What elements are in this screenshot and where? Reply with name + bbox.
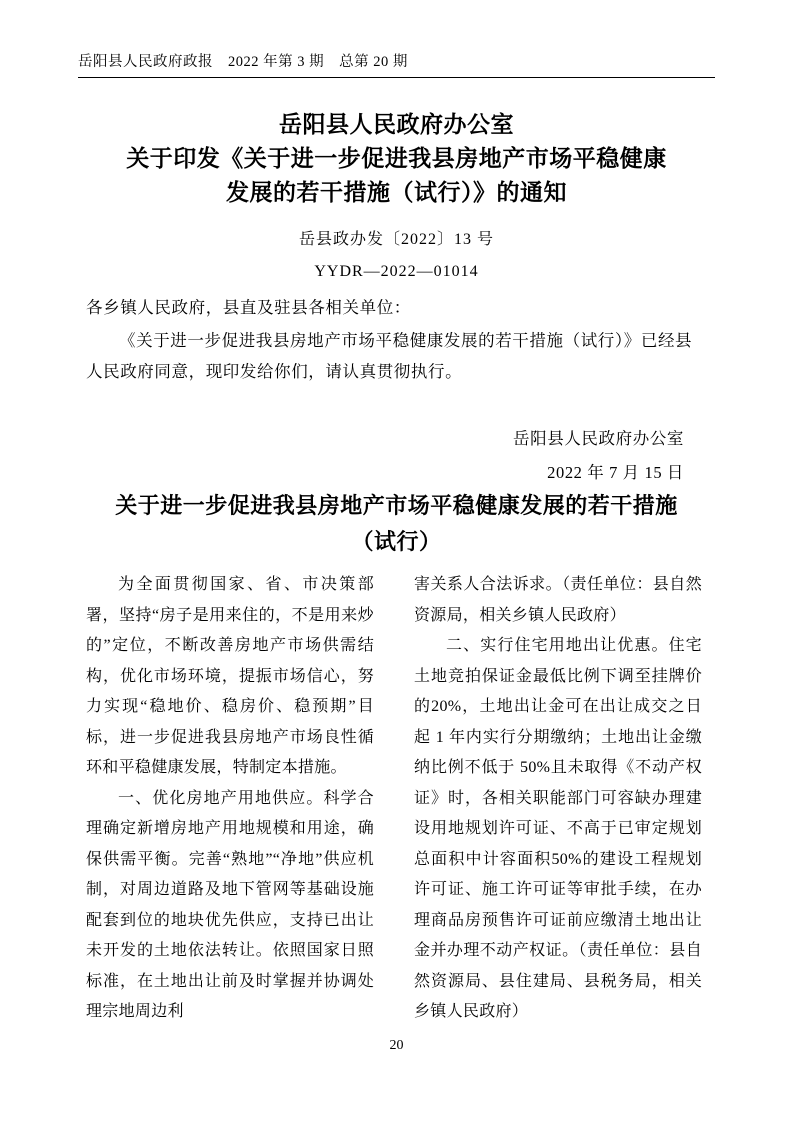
section-title-line-2: （试行） [351, 529, 442, 554]
paragraph: 害关系人合法诉求。（责任单位：县自然资源局，相关乡镇人民政府） [414, 576, 702, 624]
two-column-body [86, 570, 708, 1020]
intro-addressee: 各乡镇人民政府，县直及驻县各相关单位： [86, 298, 411, 317]
document-number: 岳县政办发〔2022〕13 号 [298, 231, 494, 248]
document-title-line-3: 发展的若干措施（试行）》的通知 [226, 180, 567, 205]
document-title-line-1: 岳阳县人民政府办公室 [279, 112, 514, 137]
signature-issuer: 岳阳县人民政府办公室 [513, 429, 684, 448]
title-block [78, 108, 715, 281]
paragraph: 二、实行住宅用地出让优惠。住宅土地竞拍保证金最低比例下调至挂牌价的20%，土地出让金可在出让成交之日起 1 年内实行分期缴纳；土地出让金缴纳比例不低于 50%且未取得《不动产权证》时，各相关职能部门可容缺办理建设用地规划许可证、不高于已审定规划总面积中计容面积50%的建设工程规划许可证、施工许可证等审批手续，在办理商品房预售许可证前应缴清土地出让金并办理不动产权证。（责任单位：县自然资源局、县住建局、县税务局，相关乡镇人民政府） [414, 637, 702, 1020]
column-right [414, 570, 702, 1028]
intro-body: 《关于进一步促进我县房地产市场平稳健康发展的若干措施（试行）》已经县人民政府同意，现印发给你们，请认真贯彻执行。 [86, 331, 693, 381]
document-title [78, 108, 715, 210]
page-header: 岳阳县人民政府政报 2022 年第 3 期 总第 20 期 [78, 50, 715, 78]
signature-block [86, 422, 708, 490]
paragraph: 为全面贯彻国家、省、市决策部署，坚持“房子是用来住的，不是用来炒的”定位，不断改善房地产市场供需结构，优化市场环境，提振市场信心，努力实现“稳地价、稳房价、稳预期”目标，进一步促进我县房地产市场良性循环和平稳健康发展，特制定本措施。 [86, 576, 374, 776]
document-title-line-2: 关于印发《关于进一步促进我县房地产市场平稳健康 [126, 146, 667, 171]
signature-date: 2022 年 7 月 15 日 [547, 463, 684, 482]
column-left [86, 570, 374, 1028]
section-title-line-1: 关于进一步促进我县房地产市场平稳健康发展的若干措施 [115, 493, 678, 518]
page-number: 20 [389, 1038, 404, 1053]
document-code: YYDR—2022—01014 [314, 263, 479, 280]
section-title [78, 488, 715, 560]
intro-block [86, 292, 708, 389]
paragraph: 一、优化房地产用地供应。科学合理确定新增房地产用地规模和用途，确保供需平衡。完善“熟地”“净地”供应机制，对周边道路及地下管网等基础设施配套到位的地块优先供应，支持已出让未开发的土地依法转让。依照国家日照标准，在土地出让前及时掌握并协调处理宗地周边利 [86, 789, 374, 1020]
